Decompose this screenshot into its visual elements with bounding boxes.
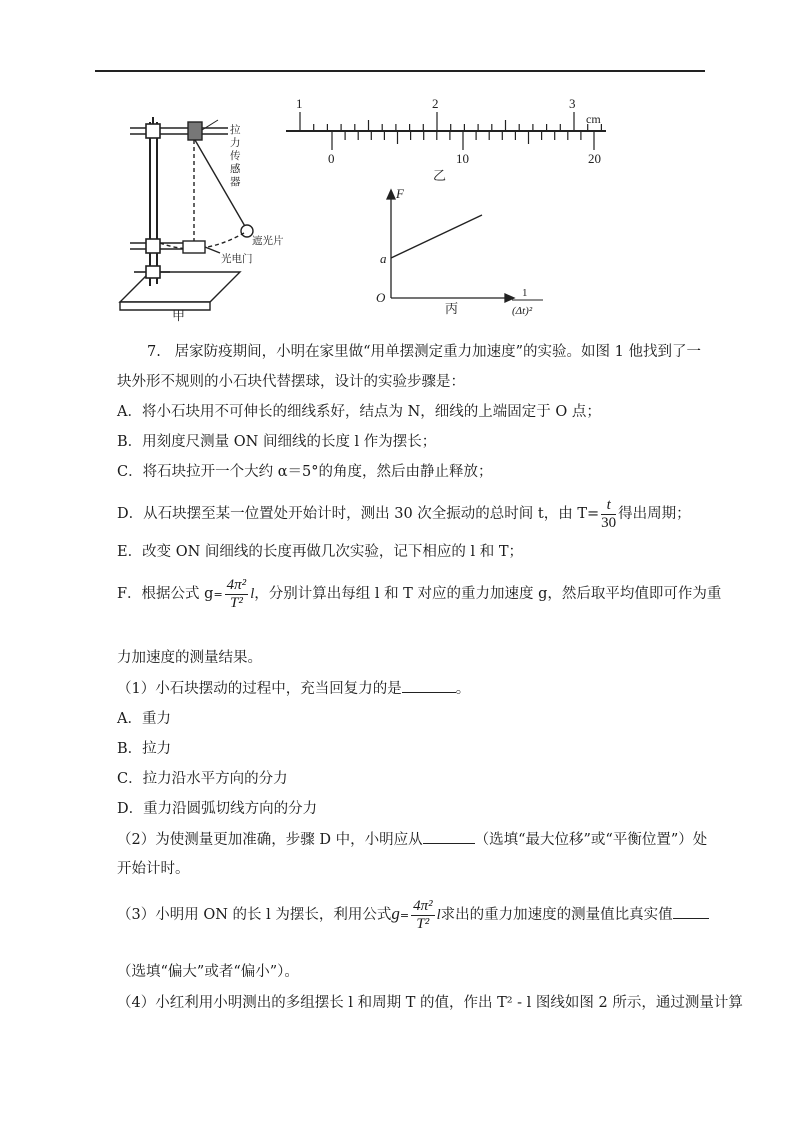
step-b: B．用刻度尺测量 ON 间细线的长度 l 作为摆长； [117, 434, 437, 450]
label-sensor-4: 感 [230, 163, 241, 175]
y-axis-arrow [387, 190, 395, 199]
q1-end: 。 [455, 681, 471, 697]
q3: （3）小明用 ON 的长 l 为摆长，利用公式g= $\frac{\text{4π²}}{\text{T²}}$ l求出的重力加速度的测量值比真实值 [117, 894, 709, 936]
step-d-pre: D．从石块摆至某一位置处开始计时，测出 30 次全振动的总时间 t，由 T= [117, 506, 600, 522]
q3-pre: （3）小明用 ON 的长 l 为摆长，利用公式 [117, 907, 392, 923]
label-gate: 光电门 [221, 253, 253, 265]
label-sensor-3: 传 [230, 150, 241, 162]
caption-yi: 乙 [433, 168, 447, 183]
q2-answer-blank[interactable] [423, 829, 475, 844]
x-label-num: 1 [522, 287, 528, 299]
step-e: E．改变 ON 间细线的长度再做几次实验，记下相应的 l 和 T； [117, 544, 524, 560]
unit-cm: cm [586, 112, 601, 126]
figure-bing [387, 190, 514, 302]
question-intro-line1 [147, 342, 701, 362]
step-f-post: 分别计算出每组 l 和 T 对应的重力加速度 g，然后取平均值即可作为重 [268, 586, 722, 602]
question-intro-2: 块外形不规则的小石块代替摆球，设计的实验步骤是： [117, 374, 465, 390]
main-tick-label-1: 1 [296, 96, 303, 111]
figure-yi [286, 112, 606, 150]
step-d [117, 494, 691, 534]
option-c: C．拉力沿水平方向的分力 [117, 771, 288, 787]
graph-line [391, 215, 482, 258]
intercept-label: a [380, 251, 387, 266]
option-a: A．重力 [117, 711, 171, 727]
caption-bing: 丙 [445, 302, 459, 317]
lower-clamp [146, 239, 160, 253]
vernier-scale-ticks [332, 131, 594, 150]
photogate [183, 241, 205, 253]
main-tick-label-3: 3 [569, 96, 576, 111]
q3-den: T² [416, 915, 430, 932]
q2 [117, 829, 707, 850]
top-clamp [146, 124, 160, 138]
step-a: A．将小石块用不可伸长的细线系好，结点为 N，细线的上端固定于 O 点； [117, 404, 601, 420]
step-d-fraction [601, 497, 616, 532]
q3-answer-blank[interactable] [673, 904, 709, 919]
option-b: B．拉力 [117, 741, 172, 757]
step-d-den: 30 [601, 514, 617, 531]
x-label-den: (Δt)² [512, 305, 533, 317]
q3-num: 4π² [413, 897, 433, 914]
vernier-tick-label-20: 20 [588, 151, 601, 166]
label-shade: 遮光片 [252, 235, 284, 247]
step-f-den: T² [230, 594, 243, 611]
force-sensor [188, 122, 202, 140]
q3-fraction [411, 898, 435, 933]
question-number: 7. [147, 344, 161, 360]
label-sensor-1: 拉 [230, 124, 241, 136]
step-f-num: 4π² [226, 576, 247, 593]
stand-base [120, 272, 240, 302]
figures [0, 0, 800, 330]
q1-answer-blank[interactable] [402, 678, 456, 693]
step-d-post: 得出周期； [618, 506, 691, 522]
label-sensor-2: 力 [230, 137, 241, 149]
q2-post: （选填“最大位移”或“平衡位置”）处 [474, 832, 708, 848]
caption-jia: 甲 [172, 309, 186, 324]
main-tick-label-2: 2 [432, 96, 439, 111]
question-intro-1: 居家防疫期间，小明在家里做“用单摆测定重力加速度”的实验。如图 1 他找到了一 [174, 344, 701, 360]
step-f: F．根据公式 g= $\frac{\text{4π²}}{\text{T²}}$ l，分别计算出每组 l 和 T 对应的重力加速度 g，然后取平均值即可作为重 [117, 576, 722, 611]
step-d-num: t [601, 497, 616, 515]
step-f-cont: 力加速度的测量结果。 [117, 650, 262, 666]
step-f-fraction [225, 577, 249, 612]
origin-label: O [376, 290, 386, 305]
y-axis-label: F [396, 186, 404, 201]
q1 [117, 678, 470, 699]
q3-cont: （选填“偏大”或者“偏小”）。 [117, 964, 299, 980]
x-axis-arrow [505, 294, 514, 302]
q3-post: 求出的重力加速度的测量值比真实值 [440, 907, 673, 923]
stand-base-side [120, 302, 210, 310]
step-c: C．将石块拉开一个大约 α＝5°的角度，然后由静止释放； [117, 464, 493, 480]
main-scale-ticks [300, 112, 601, 131]
step-f-pre: F．根据公式 g [117, 586, 214, 602]
vernier-tick-label-0: 0 [328, 151, 335, 166]
q4: （4）小红利用小明测出的多组摆长 l 和周期 T 的值，作出 T² - l 图线如图 2 所示，通过测量计算 [117, 995, 743, 1011]
q2-cont: 开始计时。 [117, 861, 190, 877]
vernier-tick-label-10: 10 [456, 151, 469, 166]
q1-text: （1）小石块摆动的过程中，充当回复力的是 [117, 681, 402, 697]
q2-pre: （2）为使测量更加准确，步骤 D 中，小明应从 [117, 832, 423, 848]
label-sensor-5: 器 [230, 176, 241, 188]
option-d: D．重力沿圆弧切线方向的分力 [117, 801, 318, 817]
